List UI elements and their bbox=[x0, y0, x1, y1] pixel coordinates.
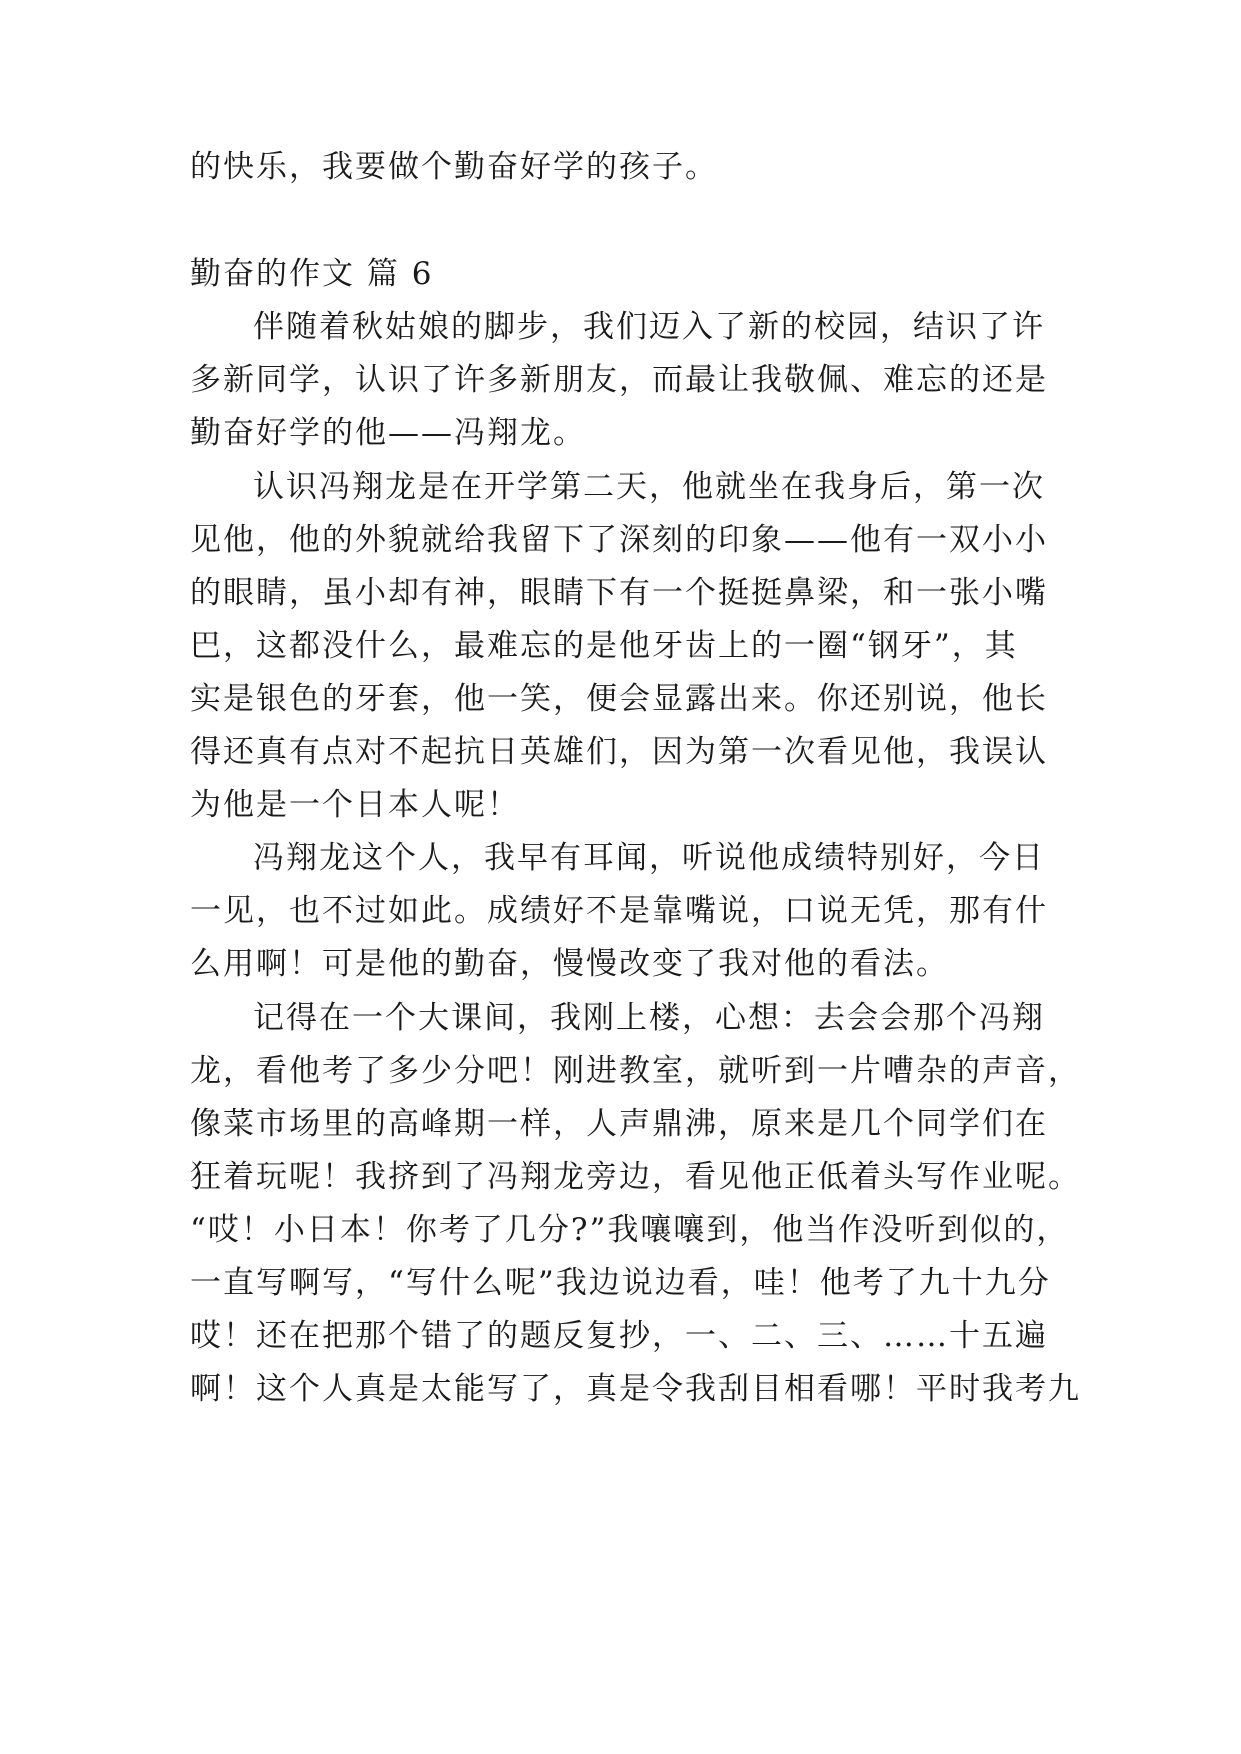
paragraph-line: 记得在一个大课间，我刚上楼，心想：去会会那个冯翔 bbox=[253, 1000, 1045, 1036]
paragraph-line: 冯翔龙这个人，我早有耳闻，听说他成绩特别好，今日 bbox=[253, 840, 1045, 876]
paragraph-line: 哎！还在把那个错了的题反复抄，一、二、三、……十五遍 bbox=[190, 1318, 1048, 1354]
paragraph-line: 认识冯翔龙是在开学第二天，他就坐在我身后，第一次 bbox=[253, 469, 1045, 505]
paragraph-line: 龙，看他考了多少分吧！刚进教室，就听到一片嘈杂的声音， bbox=[190, 1053, 1081, 1089]
paragraph-line: 一见，也不过如此。成绩好不是靠嘴说，口说无凭，那有什 bbox=[190, 893, 1048, 929]
paragraph-line: 得还真有点对不起抗日英雄们，因为第一次看见他，我误认 bbox=[190, 734, 1048, 770]
paragraph-line: 像菜市场里的高峰期一样，人声鼎沸，原来是几个同学们在 bbox=[190, 1106, 1048, 1142]
paragraph-line: 一直写啊写，“写什么呢”我边说边看，哇！他考了九十九分 bbox=[190, 1265, 1051, 1301]
paragraph-line: 巴，这都没什么，最难忘的是他牙齿上的一圈“钢牙”，其 bbox=[190, 628, 1018, 664]
paragraph-line: 勤奋好学的他——冯翔龙。 bbox=[190, 415, 586, 451]
paragraph-line: 啊！这个人真是太能写了，真是令我刮目相看哪！平时我考九 bbox=[190, 1371, 1081, 1407]
paragraph-line: 伴随着秋姑娘的脚步，我们迈入了新的校园，结识了许 bbox=[253, 309, 1045, 345]
paragraph-line: 的眼睛，虽小却有神，眼睛下有一个挺挺鼻梁，和一张小嘴 bbox=[190, 575, 1048, 611]
paragraph-line: 见他，他的外貌就给我留下了深刻的印象——他有一双小小 bbox=[190, 522, 1048, 558]
intro-line: 的快乐，我要做个勤奋好学的孩子。 bbox=[190, 149, 718, 185]
paragraph-line: “哎！小日本！你考了几分?”我嚷嚷到，他当作没听到似的， bbox=[190, 1212, 1070, 1248]
paragraph-line: 为他是一个日本人呢！ bbox=[190, 787, 520, 823]
paragraph-line: 狂着玩呢！我挤到了冯翔龙旁边，看见他正低着头写作业呢。 bbox=[190, 1159, 1081, 1195]
paragraph-line: 多新同学，认识了许多新朋友，而最让我敬佩、难忘的还是 bbox=[190, 362, 1048, 398]
paragraph-line: 么用啊！可是他的勤奋，慢慢改变了我对他的看法。 bbox=[190, 946, 949, 982]
section-title: 勤奋的作文 篇 6 bbox=[190, 256, 434, 292]
paragraph-line: 实是银色的牙套，他一笑，便会显露出来。你还别说，他长 bbox=[190, 681, 1048, 717]
